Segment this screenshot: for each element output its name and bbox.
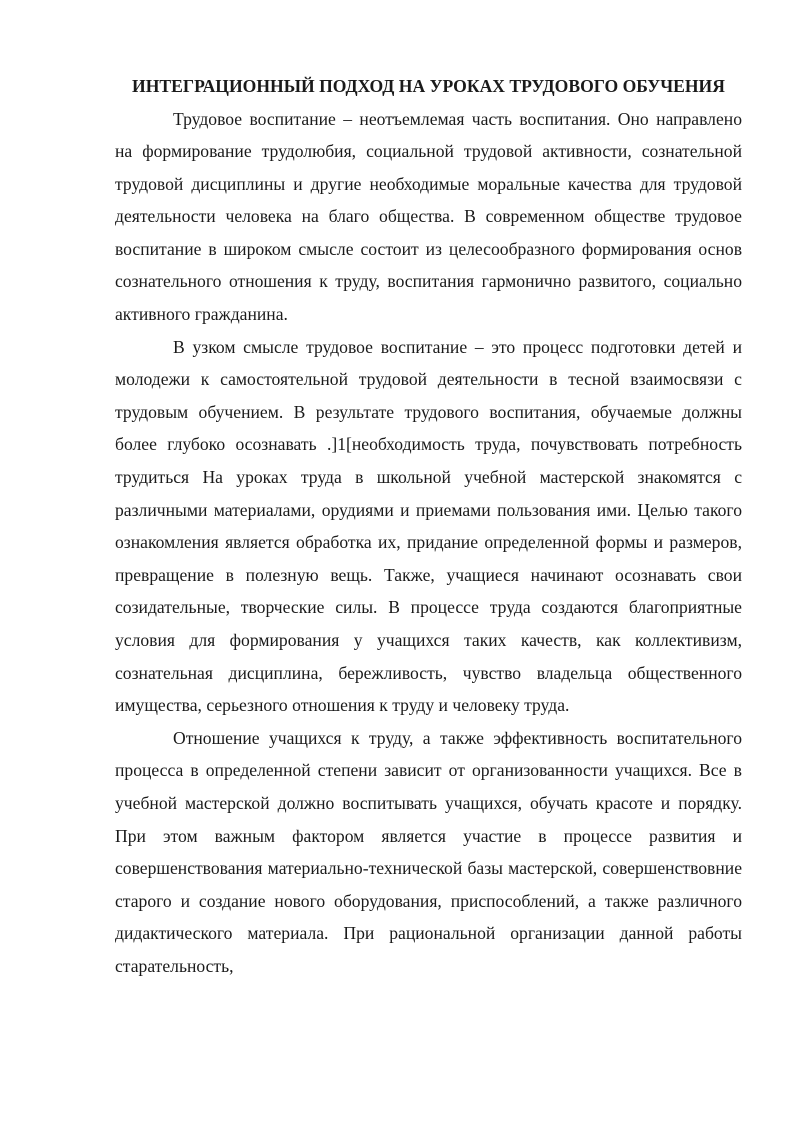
paragraph-1: Трудовое воспитание – неотъемлемая часть воспитания. Оно направлено на формирование трудолюбия, социальной трудовой активности, сознательной трудовой дисциплины и другие необходимые моральные качества для трудовой деятельности человека на благо общества. В современном обществе трудовое воспитание в широком смысле состоит из целесообразного формирования основ сознательного отношения к труду, воспитания гармонично развитого, социально активного гражданина. [115,108,742,325]
paragraph-3: Отношение учащихся к труду, а также эффективность воспитательного процесса в определенной степени зависит от организованности учащихся. Все в учебной мастерской должно воспитывать учащихся, обучать красоте и порядку. При этом важным фактором является участие в процессе развития и совершенствования материально-технической базы мастерской, совершенствовние старого и создание нового оборудования, приспособлений, а также различного дидактического материала. При рациональной организации данной работы старательность, [115,727,742,976]
document-title: ИНТЕГРАЦИОННЫЙ ПОДХОД НА УРОКАХ ТРУДОВОГО ОБУЧЕНИЯ [132,76,725,96]
document-body [115,70,742,983]
paragraph-2: В узком смысле трудовое воспитание – это процесс подготовки детей и молодежи к самостоятельной трудовой деятельности в тесной взаимосвязи с трудовым обучением. В результате трудового воспитания, обучаемые должны более глубоко осознавать .]1[необходимость труда, почувствовать потребность трудиться На уроках труда в школьной учебной мастерской знакомятся с различными материалами, орудиями и приемами пользования ими. Целью такого ознакомления является обработка их, придание определенной формы и размеров, превращение в полезную вещь. Также, учащиеся начинают осознавать свои созидательные, творческие силы. В процессе труда создаются благоприятные условия для формирования у учащихся таких качеств, как коллективизм, сознательная дисциплина, бережливость, чувство владельца общественного имущества, серьезного отношения к труду и человеку труда. [115,336,742,716]
